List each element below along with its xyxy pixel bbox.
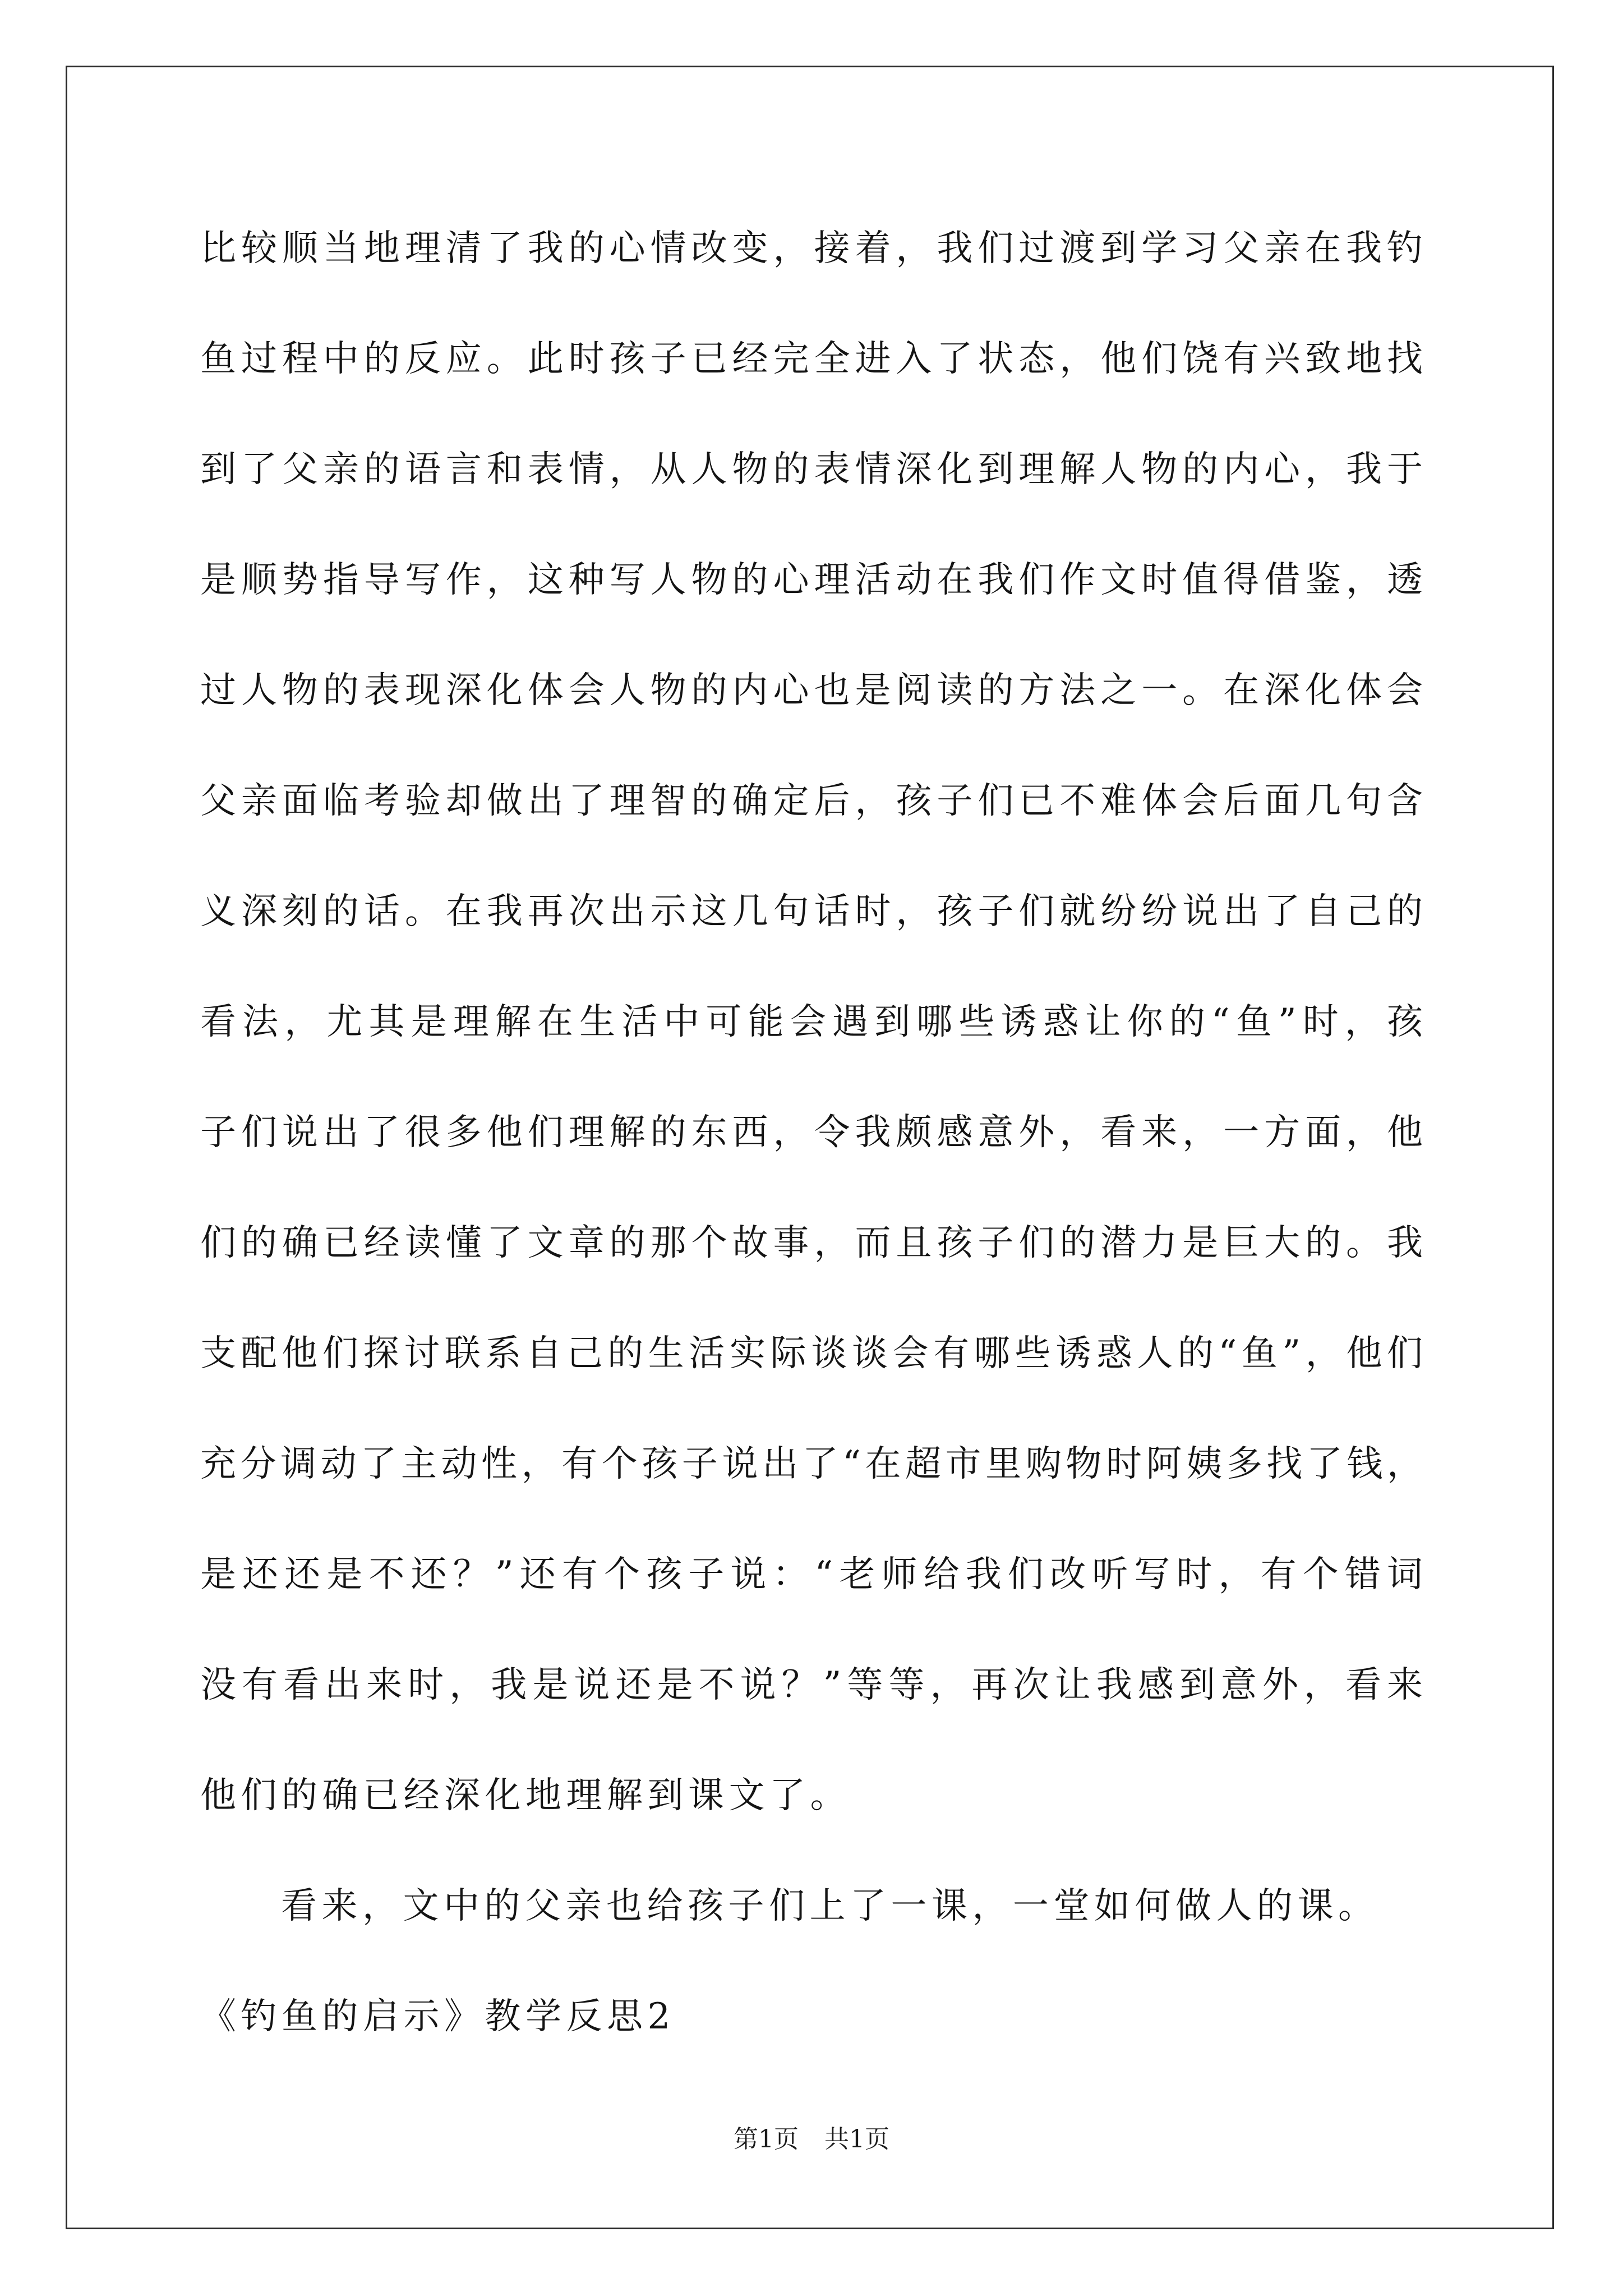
document-body [200, 194, 1434, 2072]
text-line: 支配他们探讨联系自己的生活实际谈谈会有哪些诱惑人的“鱼”，他们 [200, 1333, 1423, 1374]
page-footer [0, 2123, 1623, 2156]
text-line: 鱼过程中的反应。此时孩子已经完全进入了状态，他们饶有兴致地找 [200, 338, 1423, 380]
page-total: 共1页 [824, 2125, 889, 2154]
text-line: 到了父亲的语言和表情，从人物的表情深化到理解人物的内心，我于 [200, 449, 1423, 490]
text-line: 看法，尤其是理解在生活中可能会遇到哪些诱惑让你的“鱼”时，孩 [200, 1001, 1423, 1043]
text-line: 们的确已经读懂了文章的那个故事，而且孩子们的潜力是巨大的。我 [200, 1222, 1423, 1264]
section-heading: 《钓鱼的启示》教学反思2 [200, 1996, 675, 2037]
page-number: 第1页 [734, 2125, 799, 2154]
text-line: 义深刻的话。在我再次出示这几句话时，孩子们就纷纷说出了自己的 [200, 891, 1423, 932]
text-line: 比较顺当地理清了我的心情改变，接着，我们过渡到学习父亲在我钓 [200, 228, 1423, 269]
text-line: 父亲面临考验却做出了理智的确定后，孩子们已不难体会后面几句含 [200, 780, 1423, 822]
text-line: 没有看出来时，我是说还是不说？”等等，再次让我感到意外，看来 [200, 1664, 1423, 1706]
closing-paragraph: 看来，文中的父亲也给孩子们上了一课，一堂如何做人的课。 [281, 1885, 1379, 1927]
text-line: 子们说出了很多他们理解的东西，令我颇感意外，看来，一方面，他 [200, 1112, 1423, 1153]
text-line: 充分调动了主动性，有个孩子说出了“在超市里购物时阿姨多找了钱， [200, 1443, 1423, 1485]
text-line: 他们的确已经深化地理解到课文了。 [200, 1775, 851, 1816]
text-line: 是还还是不还？”还有个孩子说：“老师给我们改听写时，有个错词 [200, 1554, 1423, 1595]
text-line: 过人物的表现深化体会人物的内心也是阅读的方法之一。在深化体会 [200, 670, 1423, 711]
text-line: 是顺势指导写作，这种写人物的心理活动在我们作文时值得借鉴，透 [200, 559, 1423, 601]
